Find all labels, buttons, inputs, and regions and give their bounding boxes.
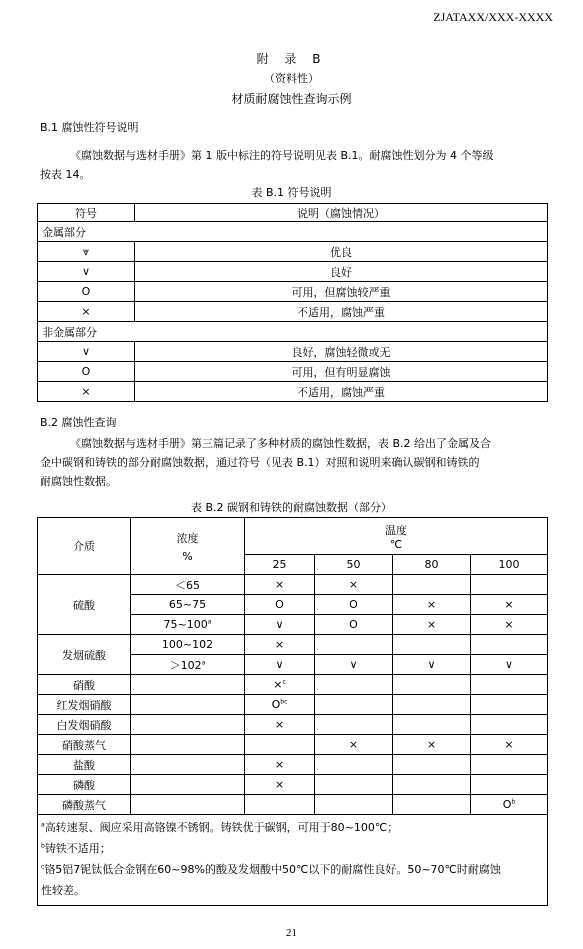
note-text: 铸铁不适用； [44, 842, 111, 855]
conc-cell: ＜65 [131, 575, 245, 595]
group-label: 非金属部分 [38, 322, 548, 342]
table-row [38, 795, 548, 815]
header-temperature-unit: ℃ [389, 537, 403, 551]
symbol-unsuitable: × [38, 382, 135, 402]
rating-cell [393, 695, 471, 715]
conc-cell: 65~75 [131, 595, 245, 615]
note-b [38, 838, 547, 859]
rating-cell: × [393, 735, 471, 755]
group-label: 金属部分 [38, 222, 548, 242]
symbol-usable: O [38, 362, 135, 382]
footnote-mark: a [41, 821, 45, 829]
symbol-usable: O [38, 282, 135, 302]
temp-100: 100 [471, 555, 548, 575]
medium-phosphoric: 磷酸 [38, 775, 131, 795]
rating-value: O [502, 798, 512, 811]
rating-cell [471, 755, 548, 775]
rating-cell [315, 715, 393, 735]
table-b2 [37, 517, 548, 906]
section-b1-paragraph [40, 146, 560, 184]
group-row-metal [38, 222, 548, 242]
desc-cell: 不适用，腐蚀严重 [135, 382, 548, 402]
table-row [38, 755, 548, 775]
rating-cell: ∨ [245, 655, 315, 675]
rating-cell: ∨ [471, 655, 548, 675]
rating-cell [315, 775, 393, 795]
note-text: 高转速泵、阀应采用高铬镍不锈钢。铸铁优于碳钢，可用于80~100℃； [44, 821, 399, 834]
table-row [38, 775, 548, 795]
rating-cell [393, 795, 471, 815]
table-row [38, 262, 548, 282]
footnote-ref: c [282, 678, 286, 686]
rating-cell [471, 675, 548, 695]
conc-cell [131, 655, 245, 675]
section-heading-b1: B.1 腐蚀性符号说明 [40, 121, 139, 134]
rating-cell [245, 735, 315, 755]
rating-cell: × [315, 575, 393, 595]
conc-cell [131, 735, 245, 755]
medium-fuming-sulfuric: 发烟硫酸 [38, 635, 131, 675]
rating-cell: × [393, 615, 471, 635]
rating-cell: × [393, 595, 471, 615]
rating-cell: O [245, 595, 315, 615]
conc-cell [131, 775, 245, 795]
medium-phosphoric-vapor: 磷酸蒸气 [38, 795, 131, 815]
rating-cell [315, 635, 393, 655]
footnote-ref: b [511, 798, 516, 806]
header-temperature-label: 温度 [385, 523, 407, 537]
note-text: 铬5铝7铌钛低合金钢在60~98%的酸及发烟酸中50℃以下的耐腐性良好。50~70℃时耐腐蚀 [44, 863, 501, 876]
medium-nitric: 硝酸 [38, 675, 131, 695]
paragraph-line: 《腐蚀数据与选材手册》第三篇记录了多种材质的腐蚀性数据，表 B.2 给出了金属及合 [70, 437, 492, 450]
symbol-good: ∨ [38, 342, 135, 362]
rating-cell: × [471, 615, 548, 635]
rating-cell: × [245, 715, 315, 735]
paragraph-line: 耐腐蚀性数据。 [40, 475, 117, 488]
header-medium: 介质 [38, 518, 131, 575]
note-c [38, 859, 547, 880]
medium-sulfuric: 硫酸 [38, 575, 131, 635]
table-header-row [38, 518, 548, 555]
table-row [38, 695, 548, 715]
table-row [38, 675, 548, 695]
header-concentration-label: 浓度 [176, 531, 199, 545]
temp-25: 25 [245, 555, 315, 575]
table-row [38, 242, 548, 262]
paragraph-line: 按表 14。 [40, 168, 91, 181]
rating-cell: × [245, 575, 315, 595]
notes-row [38, 815, 548, 906]
table-row [38, 302, 548, 322]
table-b1 [37, 203, 548, 402]
table-notes [38, 815, 548, 906]
temp-50: 50 [315, 555, 393, 575]
rating-cell [471, 775, 548, 795]
table-b1-caption: 表 B.1 符号说明 [251, 186, 332, 199]
rating-cell [245, 695, 315, 715]
symbol-excellent: ⩔ [38, 242, 135, 262]
table-row [38, 735, 548, 755]
section-heading-b2: B.2 腐蚀性查询 [40, 416, 117, 429]
conc-cell: 100~102 [131, 635, 245, 655]
rating-cell: × [471, 595, 548, 615]
rating-cell: ∨ [315, 655, 393, 675]
rating-cell: × [245, 755, 315, 775]
conc-value: ＞102 [169, 658, 202, 672]
appendix-title: 附 录 B [256, 52, 327, 66]
document-id: ZJATAXX/XXX-XXXX [433, 10, 553, 24]
rating-cell: × [471, 735, 548, 755]
paragraph-line: 《腐蚀数据与选材手册》第 1 版中标注的符号说明见表 B.1。耐腐蚀性划分为 4 个等级 [70, 149, 494, 162]
note-c-continued: 性较差。 [41, 884, 85, 897]
footnote-mark: c [41, 863, 45, 871]
header-concentration [131, 518, 245, 575]
header-concentration-unit: % [182, 549, 193, 563]
rating-cell: × [245, 635, 315, 655]
header-symbol: 符号 [38, 204, 135, 222]
rating-cell [245, 675, 315, 695]
desc-cell: 可用，但腐蚀较严重 [135, 282, 548, 302]
rating-cell [471, 575, 548, 595]
paragraph-line: 金中碳钢和铸铁的部分耐腐蚀数据，通过符号（见表 B.1）对照和说明来确认碳钢和铸铁的 [40, 456, 480, 469]
rating-cell [393, 715, 471, 735]
table-row [38, 362, 548, 382]
conc-cell [131, 615, 245, 635]
conc-cell [131, 675, 245, 695]
rating-cell [315, 755, 393, 775]
rating-cell: × [245, 775, 315, 795]
conc-cell [131, 795, 245, 815]
table-row [38, 342, 548, 362]
header-description: 说明（腐蚀情况） [135, 204, 548, 222]
rating-cell [245, 795, 315, 815]
rating-cell [471, 635, 548, 655]
rating-cell [471, 795, 548, 815]
rating-cell [315, 695, 393, 715]
medium-white-fuming-nitric: 白发烟硝酸 [38, 715, 131, 735]
desc-cell: 优良 [135, 242, 548, 262]
desc-cell: 良好 [135, 262, 548, 282]
symbol-unsuitable: × [38, 302, 135, 322]
desc-cell: 可用，但有明显腐蚀 [135, 362, 548, 382]
rating-cell [471, 695, 548, 715]
rating-cell [315, 795, 393, 815]
table-row [38, 382, 548, 402]
medium-red-fuming-nitric: 红发烟硝酸 [38, 695, 131, 715]
table-header-row [38, 204, 548, 222]
rating-cell [471, 715, 548, 735]
medium-nitric-vapor: 硝酸蒸气 [38, 735, 131, 755]
desc-cell: 良好，腐蚀轻微或无 [135, 342, 548, 362]
table-row [38, 715, 548, 735]
table-row [38, 635, 548, 655]
footnote-ref: bc [280, 698, 288, 706]
rating-cell: × [315, 735, 393, 755]
section-b2-paragraph [40, 434, 560, 491]
rating-cell [393, 675, 471, 695]
rating-value: × [273, 678, 283, 691]
temp-80: 80 [393, 555, 471, 575]
footnote-mark: b [41, 842, 45, 850]
group-row-nonmetal [38, 322, 548, 342]
desc-cell: 不适用，腐蚀严重 [135, 302, 548, 322]
rating-cell [393, 755, 471, 775]
rating-cell: O [315, 615, 393, 635]
conc-value: 75~100 [163, 618, 208, 631]
symbol-good: ∨ [38, 262, 135, 282]
rating-cell [393, 775, 471, 795]
table-row [38, 575, 548, 595]
footnote-ref: a [201, 658, 206, 666]
conc-cell [131, 755, 245, 775]
table-b2-caption: 表 B.2 碳钢和铸铁的耐腐蚀数据（部分） [190, 501, 393, 514]
rating-cell: ∨ [393, 655, 471, 675]
appendix-nature: （资料性） [264, 72, 319, 85]
header-temperature [245, 518, 548, 555]
footnote-ref: a [207, 618, 212, 626]
rating-cell [315, 675, 393, 695]
note-a [38, 817, 547, 838]
conc-cell [131, 695, 245, 715]
medium-hydrochloric: 盐酸 [38, 755, 131, 775]
rating-cell [393, 635, 471, 655]
rating-cell: ∨ [245, 615, 315, 635]
rating-value: O [271, 698, 281, 711]
page-number: 21 [286, 927, 297, 939]
rating-cell [393, 575, 471, 595]
table-row [38, 282, 548, 302]
conc-cell [131, 715, 245, 735]
appendix-subtitle: 材质耐腐蚀性查询示例 [231, 92, 352, 106]
rating-cell: O [315, 595, 393, 615]
